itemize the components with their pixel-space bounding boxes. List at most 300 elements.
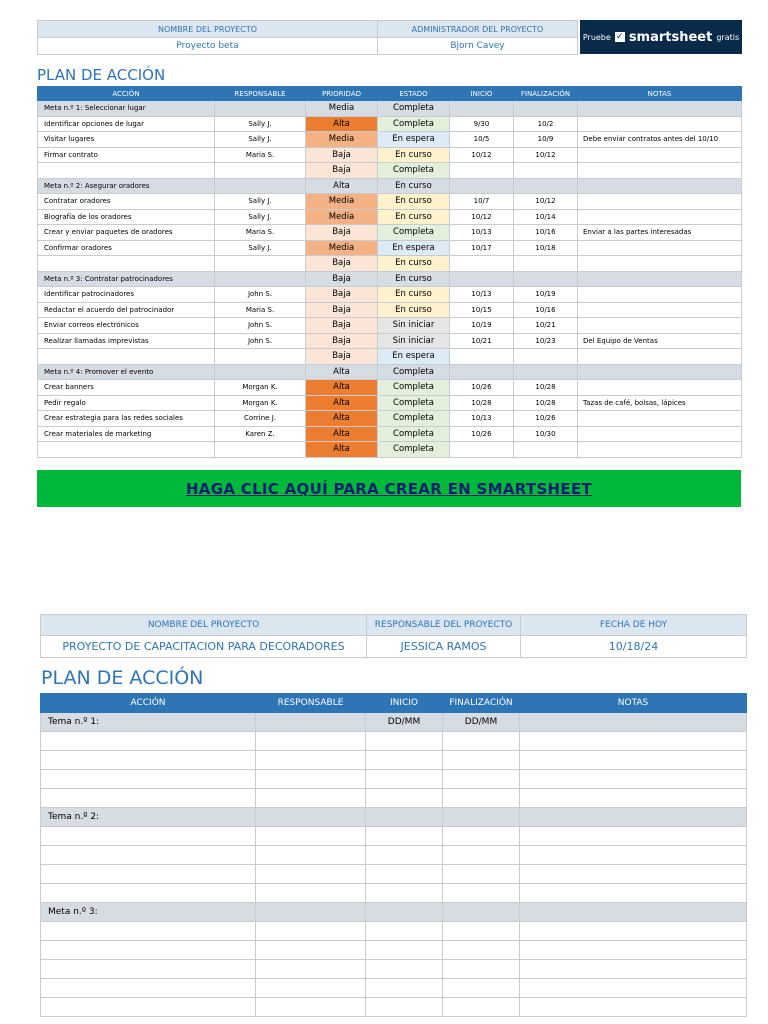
status-cell[interactable]: En curso <box>378 271 450 287</box>
priority-cell[interactable]: Alta <box>306 426 378 442</box>
action-cell[interactable]: Identificar opciones de lugar <box>38 116 215 132</box>
start-cell[interactable] <box>366 903 443 922</box>
responsible-cell[interactable] <box>256 903 366 922</box>
responsible-cell[interactable] <box>215 349 306 365</box>
table-row <box>38 411 742 427</box>
start-cell[interactable] <box>450 442 514 458</box>
end-cell[interactable] <box>443 979 520 998</box>
responsible-cell[interactable]: Morgan K. <box>215 395 306 411</box>
priority-cell[interactable]: Media <box>306 209 378 225</box>
status-cell[interactable]: Completa <box>378 426 450 442</box>
notes-cell[interactable] <box>520 960 747 979</box>
action-cell[interactable] <box>41 751 256 770</box>
notes-cell[interactable]: Del Equipo de Ventas <box>578 333 742 349</box>
notes-cell[interactable] <box>520 941 747 960</box>
notes-cell[interactable]: Debe enviar contratos antes del 10/10 <box>578 132 742 148</box>
action-cell[interactable]: Contratar oradores <box>38 194 215 210</box>
action-cell[interactable]: Tema n.º 2: <box>41 808 256 827</box>
end-cell[interactable]: 10/30 <box>514 426 578 442</box>
status-cell[interactable]: En espera <box>378 240 450 256</box>
goal-row <box>38 178 742 194</box>
responsible-cell[interactable] <box>215 101 306 117</box>
start-cell[interactable] <box>450 178 514 194</box>
table-row <box>41 732 747 751</box>
goal-row <box>38 101 742 117</box>
priority-cell[interactable]: Baja <box>306 318 378 334</box>
project-name-value[interactable]: PROYECTO DE CAPACITACION PARA DECORADORES <box>41 636 367 658</box>
responsible-cell[interactable]: John S. <box>215 287 306 303</box>
start-cell[interactable]: 10/5 <box>450 132 514 148</box>
end-cell[interactable]: 10/21 <box>514 318 578 334</box>
notes-cell[interactable] <box>578 349 742 365</box>
end-cell[interactable] <box>514 442 578 458</box>
responsible-cell[interactable]: Sally J. <box>215 116 306 132</box>
goal-row <box>38 364 742 380</box>
table-row <box>41 941 747 960</box>
notes-cell[interactable] <box>578 209 742 225</box>
notes-cell[interactable] <box>578 147 742 163</box>
responsible-cell[interactable]: Sally J. <box>215 132 306 148</box>
notes-cell[interactable] <box>520 808 747 827</box>
responsible-cell[interactable] <box>215 442 306 458</box>
action-cell[interactable] <box>41 865 256 884</box>
notes-cell[interactable] <box>578 271 742 287</box>
notes-cell[interactable] <box>578 256 742 272</box>
end-cell[interactable]: 10/28 <box>514 380 578 396</box>
start-cell[interactable] <box>366 770 443 789</box>
action-cell[interactable]: Confirmar oradores <box>38 240 215 256</box>
notes-cell[interactable] <box>520 884 747 903</box>
start-cell[interactable] <box>366 732 443 751</box>
end-cell[interactable]: 10/23 <box>514 333 578 349</box>
action-cell[interactable] <box>41 922 256 941</box>
end-cell[interactable] <box>443 998 520 1017</box>
status-cell[interactable]: Completa <box>378 101 450 117</box>
start-cell[interactable] <box>366 846 443 865</box>
responsible-cell[interactable] <box>256 865 366 884</box>
notes-cell[interactable] <box>520 713 747 732</box>
status-cell[interactable]: Completa <box>378 116 450 132</box>
priority-cell[interactable]: Baja <box>306 349 378 365</box>
table-row <box>41 884 747 903</box>
responsible-cell[interactable]: John S. <box>215 318 306 334</box>
status-cell[interactable]: Sin iniciar <box>378 333 450 349</box>
responsible-cell[interactable] <box>215 364 306 380</box>
responsible-cell[interactable] <box>256 922 366 941</box>
table-row <box>41 960 747 979</box>
notes-cell[interactable] <box>520 903 747 922</box>
action-plan-table-2 <box>40 693 747 1017</box>
responsible-cell[interactable] <box>256 751 366 770</box>
responsible-cell[interactable] <box>256 960 366 979</box>
notes-cell[interactable] <box>520 979 747 998</box>
action-cell[interactable]: Meta n.º 2: Asegurar oradores <box>38 178 215 194</box>
end-cell[interactable] <box>443 884 520 903</box>
status-cell[interactable]: En espera <box>378 349 450 365</box>
table-row <box>38 442 742 458</box>
header-responsable: RESPONSABLE <box>256 694 366 713</box>
notes-cell[interactable] <box>578 411 742 427</box>
status-cell[interactable]: Completa <box>378 411 450 427</box>
project-admin-value[interactable]: Bjorn Cavey <box>378 38 578 55</box>
responsible-cell[interactable] <box>215 178 306 194</box>
notes-cell[interactable] <box>578 364 742 380</box>
responsible-cell[interactable] <box>215 256 306 272</box>
action-cell[interactable]: Meta n.º 1: Seleccionar lugar <box>38 101 215 117</box>
plan-title-2: PLAN DE ACCIÓN <box>41 667 204 689</box>
action-cell[interactable]: Realizar llamadas imprevistas <box>38 333 215 349</box>
notes-cell[interactable] <box>520 922 747 941</box>
responsible-cell[interactable]: Corrine J. <box>215 411 306 427</box>
end-cell[interactable] <box>514 271 578 287</box>
table-row <box>38 349 742 365</box>
notes-cell[interactable] <box>578 178 742 194</box>
end-cell[interactable]: 10/19 <box>514 287 578 303</box>
priority-cell[interactable]: Alta <box>306 411 378 427</box>
table-row <box>41 789 747 808</box>
start-cell[interactable] <box>450 256 514 272</box>
action-cell[interactable] <box>41 789 256 808</box>
priority-cell[interactable]: Baja <box>306 333 378 349</box>
start-cell[interactable] <box>366 941 443 960</box>
project-name-label: NOMBRE DEL PROYECTO <box>38 21 378 38</box>
start-cell[interactable]: 10/26 <box>450 380 514 396</box>
start-cell[interactable]: 10/12 <box>450 209 514 225</box>
status-cell[interactable]: En espera <box>378 132 450 148</box>
responsible-cell[interactable]: John S. <box>215 333 306 349</box>
action-cell[interactable]: Crear estrategia para las redes sociales <box>38 411 215 427</box>
end-cell[interactable]: 10/28 <box>514 395 578 411</box>
table-row <box>38 256 742 272</box>
notes-cell[interactable] <box>520 789 747 808</box>
notes-cell[interactable] <box>578 442 742 458</box>
priority-cell[interactable]: Media <box>306 194 378 210</box>
end-cell[interactable] <box>514 349 578 365</box>
action-cell[interactable] <box>38 256 215 272</box>
action-cell[interactable]: Crear y enviar paquetes de oradores <box>38 225 215 241</box>
responsible-cell[interactable]: Maria S. <box>215 302 306 318</box>
notes-cell[interactable] <box>578 240 742 256</box>
priority-cell[interactable]: Alta <box>306 178 378 194</box>
end-cell[interactable] <box>443 941 520 960</box>
start-cell[interactable]: 10/13 <box>450 225 514 241</box>
status-cell[interactable]: En curso <box>378 178 450 194</box>
plan-title: PLAN DE ACCIÓN <box>37 66 166 84</box>
goal-row <box>38 271 742 287</box>
end-cell[interactable] <box>514 101 578 117</box>
start-cell[interactable] <box>366 827 443 846</box>
responsible-cell[interactable]: Maria S. <box>215 147 306 163</box>
notes-cell[interactable] <box>578 380 742 396</box>
action-cell[interactable] <box>41 979 256 998</box>
priority-cell[interactable]: Baja <box>306 163 378 179</box>
header-accion: ACCIÓN <box>38 87 215 101</box>
end-cell[interactable]: 10/2 <box>514 116 578 132</box>
action-cell[interactable] <box>41 960 256 979</box>
end-cell[interactable] <box>514 178 578 194</box>
action-cell[interactable]: Visitar lugares <box>38 132 215 148</box>
start-cell[interactable]: 9/30 <box>450 116 514 132</box>
end-cell[interactable]: 10/16 <box>514 302 578 318</box>
end-cell[interactable]: DD/MM <box>443 713 520 732</box>
responsible-cell[interactable]: Sally J. <box>215 194 306 210</box>
goal-row <box>41 808 747 827</box>
start-cell[interactable] <box>366 808 443 827</box>
notes-cell[interactable]: Tazas de café, bolsas, lápices <box>578 395 742 411</box>
start-cell[interactable] <box>450 101 514 117</box>
notes-cell[interactable] <box>578 302 742 318</box>
header-prioridad: PRIORIDAD <box>306 87 378 101</box>
action-cell[interactable]: Biografía de los oradores <box>38 209 215 225</box>
today-date-value[interactable]: 10/18/24 <box>521 636 747 658</box>
table-row <box>38 225 742 241</box>
start-cell[interactable]: 10/21 <box>450 333 514 349</box>
priority-cell[interactable]: Baja <box>306 271 378 287</box>
end-cell[interactable] <box>514 163 578 179</box>
end-cell[interactable]: 10/16 <box>514 225 578 241</box>
table-row <box>38 302 742 318</box>
status-cell[interactable]: En curso <box>378 194 450 210</box>
start-cell[interactable] <box>366 960 443 979</box>
action-cell[interactable]: Identificar patrocinadores <box>38 287 215 303</box>
responsible-cell[interactable] <box>256 979 366 998</box>
start-cell[interactable]: 10/17 <box>450 240 514 256</box>
responsible-cell[interactable] <box>256 941 366 960</box>
responsible-cell[interactable]: Morgan K. <box>215 380 306 396</box>
start-cell[interactable] <box>366 865 443 884</box>
table-row <box>38 116 742 132</box>
responsible-cell[interactable] <box>256 808 366 827</box>
notes-cell[interactable] <box>520 998 747 1017</box>
action-cell[interactable] <box>41 827 256 846</box>
end-cell[interactable] <box>514 364 578 380</box>
status-cell[interactable]: Completa <box>378 395 450 411</box>
end-cell[interactable]: 10/14 <box>514 209 578 225</box>
goal-row <box>41 713 747 732</box>
responsible-cell[interactable] <box>256 713 366 732</box>
end-cell[interactable] <box>443 789 520 808</box>
end-cell[interactable] <box>443 732 520 751</box>
table-row <box>38 147 742 163</box>
table-row <box>38 194 742 210</box>
promo-prefix: Pruebe <box>582 32 611 42</box>
responsible-cell[interactable] <box>256 732 366 751</box>
notes-cell[interactable] <box>578 318 742 334</box>
responsible-cell[interactable]: Sally J. <box>215 209 306 225</box>
action-cell[interactable] <box>41 770 256 789</box>
status-cell[interactable]: Completa <box>378 442 450 458</box>
project-responsible-label: RESPONSABLE DEL PROYECTO <box>367 615 521 636</box>
notes-cell[interactable] <box>520 751 747 770</box>
notes-cell[interactable] <box>578 116 742 132</box>
status-cell[interactable]: Completa <box>378 380 450 396</box>
action-cell[interactable]: Firmar contrato <box>38 147 215 163</box>
responsible-cell[interactable] <box>215 271 306 287</box>
responsible-cell[interactable] <box>256 827 366 846</box>
responsible-cell[interactable]: Sally J. <box>215 240 306 256</box>
start-cell[interactable] <box>366 789 443 808</box>
end-cell[interactable]: 10/26 <box>514 411 578 427</box>
action-cell[interactable] <box>41 732 256 751</box>
smartsheet-logo-icon: ✓ <box>616 32 624 42</box>
status-cell[interactable]: En curso <box>378 256 450 272</box>
priority-cell[interactable]: Alta <box>306 364 378 380</box>
start-cell[interactable]: 10/15 <box>450 302 514 318</box>
start-cell[interactable]: 10/28 <box>450 395 514 411</box>
table-row <box>41 770 747 789</box>
notes-cell[interactable] <box>578 194 742 210</box>
action-cell[interactable] <box>41 998 256 1017</box>
header-inicio: INICIO <box>450 87 514 101</box>
responsible-cell[interactable] <box>256 789 366 808</box>
status-cell[interactable]: En curso <box>378 209 450 225</box>
today-date-label: FECHA DE HOY <box>521 615 747 636</box>
start-cell[interactable]: 10/13 <box>450 411 514 427</box>
action-cell[interactable]: Crear banners <box>38 380 215 396</box>
priority-cell[interactable]: Media <box>306 240 378 256</box>
priority-cell[interactable]: Alta <box>306 116 378 132</box>
responsible-cell[interactable] <box>256 846 366 865</box>
status-cell[interactable]: Sin iniciar <box>378 318 450 334</box>
table-row <box>38 132 742 148</box>
priority-cell[interactable]: Baja <box>306 147 378 163</box>
action-cell[interactable]: Crear materiales de marketing <box>38 426 215 442</box>
action-cell[interactable]: Meta n.º 3: Contratar patrocinadores <box>38 271 215 287</box>
start-cell[interactable]: 10/7 <box>450 194 514 210</box>
action-cell[interactable]: Meta n.º 3: <box>41 903 256 922</box>
action-cell[interactable] <box>41 884 256 903</box>
end-cell[interactable] <box>514 256 578 272</box>
action-cell[interactable] <box>41 941 256 960</box>
action-cell[interactable] <box>38 163 215 179</box>
action-cell[interactable]: Meta n.º 4: Promover el evento <box>38 364 215 380</box>
start-cell[interactable] <box>366 922 443 941</box>
table-row <box>38 395 742 411</box>
start-cell[interactable]: 10/26 <box>450 426 514 442</box>
project-info-table-2 <box>40 614 747 658</box>
end-cell[interactable]: 10/18 <box>514 240 578 256</box>
project-name-value[interactable]: Proyecto beta <box>38 38 378 55</box>
responsible-cell[interactable] <box>256 770 366 789</box>
create-in-smartsheet-banner[interactable] <box>37 470 741 507</box>
priority-cell[interactable]: Alta <box>306 442 378 458</box>
start-cell[interactable]: 10/13 <box>450 287 514 303</box>
notes-cell[interactable] <box>520 846 747 865</box>
goal-row <box>41 903 747 922</box>
status-cell[interactable]: Completa <box>378 225 450 241</box>
start-cell[interactable] <box>450 163 514 179</box>
action-cell[interactable] <box>38 442 215 458</box>
table-row <box>41 979 747 998</box>
start-cell[interactable]: 10/12 <box>450 147 514 163</box>
notes-cell[interactable] <box>520 827 747 846</box>
header-finalizacion: FINALIZACIÓN <box>514 87 578 101</box>
action-cell[interactable]: Enviar correos electrónicos <box>38 318 215 334</box>
priority-cell[interactable]: Baja <box>306 302 378 318</box>
priority-cell[interactable]: Baja <box>306 256 378 272</box>
end-cell[interactable]: 10/9 <box>514 132 578 148</box>
table-row <box>38 287 742 303</box>
notes-cell[interactable] <box>520 865 747 884</box>
status-cell[interactable]: En curso <box>378 287 450 303</box>
end-cell[interactable] <box>443 960 520 979</box>
header-estado: ESTADO <box>378 87 450 101</box>
table-row <box>38 318 742 334</box>
end-cell[interactable] <box>443 903 520 922</box>
create-in-smartsheet-link[interactable]: HAGA CLIC AQUÍ PARA CREAR EN SMARTSHEET <box>185 479 593 498</box>
status-cell[interactable]: Completa <box>378 364 450 380</box>
end-cell[interactable] <box>443 827 520 846</box>
priority-cell[interactable]: Alta <box>306 380 378 396</box>
start-cell[interactable]: 10/19 <box>450 318 514 334</box>
notes-cell[interactable] <box>520 770 747 789</box>
table-row <box>38 426 742 442</box>
end-cell[interactable]: 10/12 <box>514 194 578 210</box>
responsible-cell[interactable]: Karen Z. <box>215 426 306 442</box>
notes-cell[interactable] <box>578 426 742 442</box>
notes-cell[interactable]: Enviar a las partes interesadas <box>578 225 742 241</box>
end-cell[interactable] <box>443 846 520 865</box>
end-cell[interactable] <box>443 770 520 789</box>
priority-cell[interactable]: Media <box>306 101 378 117</box>
action-cell[interactable] <box>38 349 215 365</box>
start-cell[interactable] <box>366 979 443 998</box>
responsible-cell[interactable] <box>215 163 306 179</box>
end-cell[interactable]: 10/12 <box>514 147 578 163</box>
header-inicio: INICIO <box>366 694 443 713</box>
status-cell[interactable]: En curso <box>378 147 450 163</box>
end-cell[interactable] <box>443 865 520 884</box>
end-cell[interactable] <box>443 808 520 827</box>
action-cell[interactable] <box>41 846 256 865</box>
notes-cell[interactable] <box>520 732 747 751</box>
action-cell[interactable]: Pedir regalo <box>38 395 215 411</box>
start-cell[interactable] <box>450 349 514 365</box>
project-responsible-value[interactable]: JESSICA RAMOS <box>367 636 521 658</box>
project-name-label: NOMBRE DEL PROYECTO <box>41 615 367 636</box>
priority-cell[interactable]: Baja <box>306 225 378 241</box>
header-notas: NOTAS <box>520 694 747 713</box>
priority-cell[interactable]: Baja <box>306 287 378 303</box>
action-cell[interactable]: Redactar el acuerdo del patrocinador <box>38 302 215 318</box>
start-cell[interactable] <box>450 271 514 287</box>
priority-cell[interactable]: Alta <box>306 395 378 411</box>
status-cell[interactable]: Completa <box>378 163 450 179</box>
table-row <box>41 751 747 770</box>
notes-cell[interactable] <box>578 287 742 303</box>
responsible-cell[interactable] <box>256 998 366 1017</box>
table-row <box>38 380 742 396</box>
start-cell[interactable] <box>450 364 514 380</box>
start-cell[interactable] <box>366 998 443 1017</box>
end-cell[interactable] <box>443 922 520 941</box>
responsible-cell[interactable]: Maria S. <box>215 225 306 241</box>
notes-cell[interactable] <box>578 101 742 117</box>
action-cell[interactable]: Tema n.º 1: <box>41 713 256 732</box>
table-row <box>38 209 742 225</box>
start-cell[interactable] <box>366 884 443 903</box>
start-cell[interactable]: DD/MM <box>366 713 443 732</box>
status-cell[interactable]: En curso <box>378 302 450 318</box>
table-row <box>41 865 747 884</box>
table-row <box>41 922 747 941</box>
priority-cell[interactable]: Media <box>306 132 378 148</box>
end-cell[interactable] <box>443 751 520 770</box>
responsible-cell[interactable] <box>256 884 366 903</box>
smartsheet-promo-banner[interactable] <box>580 20 742 54</box>
notes-cell[interactable] <box>578 163 742 179</box>
start-cell[interactable] <box>366 751 443 770</box>
